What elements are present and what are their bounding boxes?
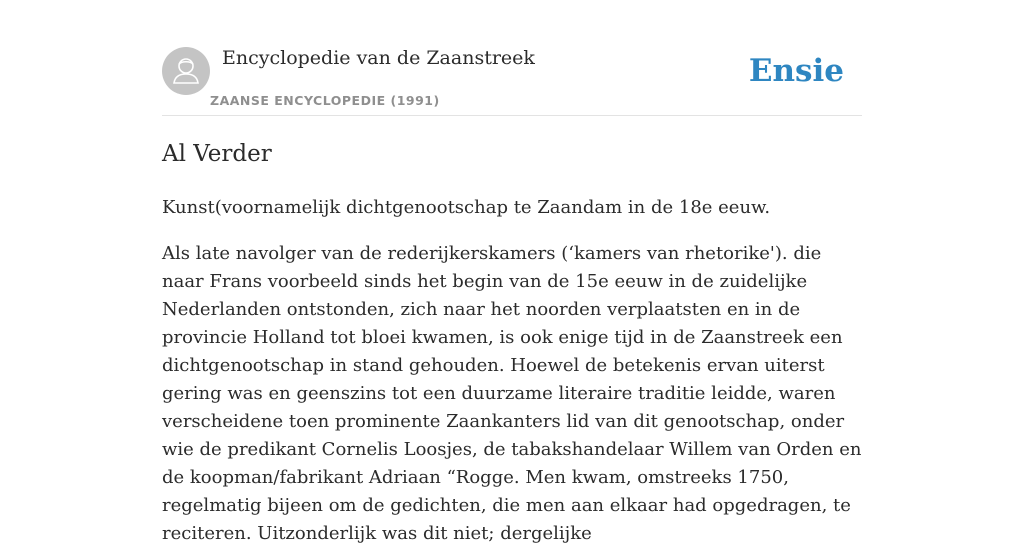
article-body: Als late navolger van de rederijkerskamers (‘kamers van rhetorike'). die naar Frans voorbeeld sinds het begin van de 15e eeuw in de zuidelijke Nederlanden ontstonden, zich naar het noorden verplaatsten en in de provincie Holland tot bloei kwamen, is ook enige tijd in de Zaanstreek een dichtgenootschap in stand gehouden. Hoewel de betekenis ervan uiterst gering was en geenszins tot een duurzame literaire traditie leidde, waren verscheidene toen prominente Zaankanters lid van dit genootschap, onder wie de predikant Cornelis Loosjes, de tabakshandelaar Willem van Orden en de koopman/fabrikant Adriaan “Rogge. Men kwam, omstreeks 1750, regelmatig bijeen om de gedichten, die men aan elkaar had opgedragen, te reciteren. Uitzonderlijk was dit niet; dergelijke <box>162 243 862 544</box>
source-subtitle[interactable]: ZAANSE ENCYCLOPEDIE (1991) <box>210 93 440 108</box>
article <box>162 138 862 548</box>
article-title: Al Verder <box>162 141 272 167</box>
article-definition: Kunst(voornamelijk dichtgenootschap te Zaandam in de 18e eeuw. <box>162 197 771 218</box>
source-title[interactable]: Encyclopedie van de Zaanstreek <box>222 47 535 69</box>
source-header <box>162 46 862 116</box>
user-avatar-icon[interactable] <box>162 47 210 95</box>
brand-logo[interactable]: Ensie <box>748 53 844 89</box>
